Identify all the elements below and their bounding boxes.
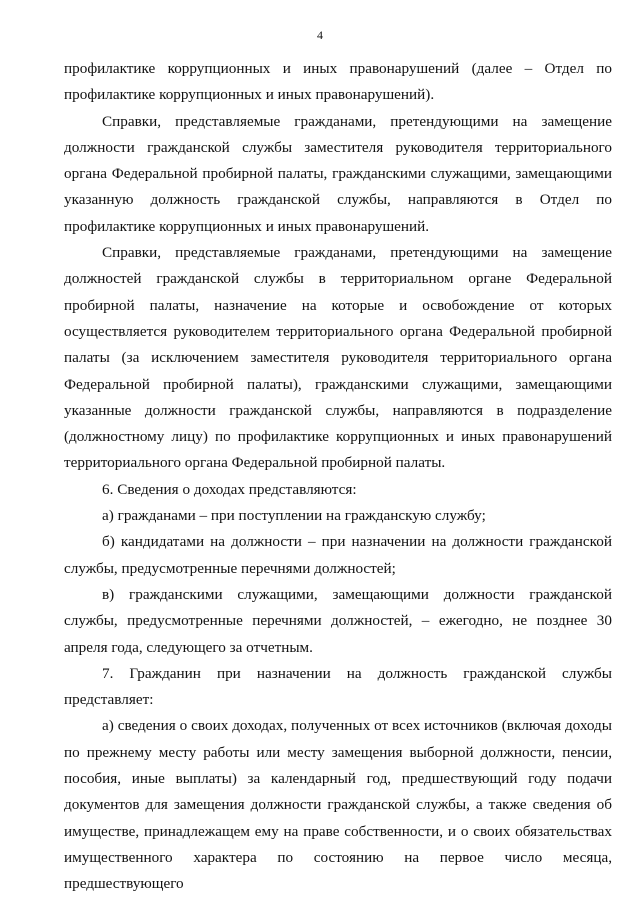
page-number: 4 xyxy=(317,28,323,42)
paragraph-item-6b: б) кандидатами на должности – при назначении на должности гражданской службы, предусмотренные перечнями должностей; xyxy=(64,533,612,577)
document-body xyxy=(64,56,612,898)
paragraph-certificates-deputy-head: Справки, представляемые гражданами, претендующими на замещение должности гражданской службы заместителя руководителя территориального органа Федеральной пробирной палаты, гражданскими служащими, замещающими указанную должность гражданской службы, направляются в Отдел по профилактике коррупционных и иных правонарушений. xyxy=(64,112,612,235)
paragraph-item-6-heading: 6. Сведения о доходах представляются: xyxy=(102,480,357,498)
paragraph-certificates-territorial-body: Справки, представляемые гражданами, претендующими на замещение должностей гражданской службы в территориальном органе Федеральной пробирной палаты, назначение на которые и освобождение от которых осуществляется руководителем территориального органа Федеральной пробирной палаты (за исключением заместителя руководителя территориального органа Федеральной пробирной палаты), гражданскими служащими, замещающими указанные должности гражданской службы, направляются в подразделение (должностному лицу) по профилактике коррупционных и иных правонарушений территориального органа Федеральной пробирной палаты. xyxy=(64,244,612,472)
paragraph-item-7a: а) сведения о своих доходах, полученных от всех источников (включая доходы по прежнему месту работы или месту замещения выборной должности, пенсии, пособия, иные выплаты) за календарный год, предшествующий году подачи документов для замещения должности гражданской службы, а также сведения об имуществе, принадлежащем ему на праве собственности, и о своих обязательствах имущественного характера по состоянию на первое число месяца, предшествующего xyxy=(64,717,612,893)
paragraph-item-6a: а) гражданами – при поступлении на гражданскую службу; xyxy=(102,507,486,525)
paragraph-item-6v: в) гражданскими служащими, замещающими должности гражданской службы, предусмотренные перечнями должностей, – ежегодно, не позднее 30 апреля года, следующего за отчетным. xyxy=(64,585,612,656)
paragraph-continuation: профилактике коррупционных и иных правонарушений (далее – Отдел по профилактике коррупционных и иных правонарушений). xyxy=(64,60,612,104)
paragraph-item-7-heading: 7. Гражданин при назначении на должность гражданской службы представляет: xyxy=(64,664,612,709)
